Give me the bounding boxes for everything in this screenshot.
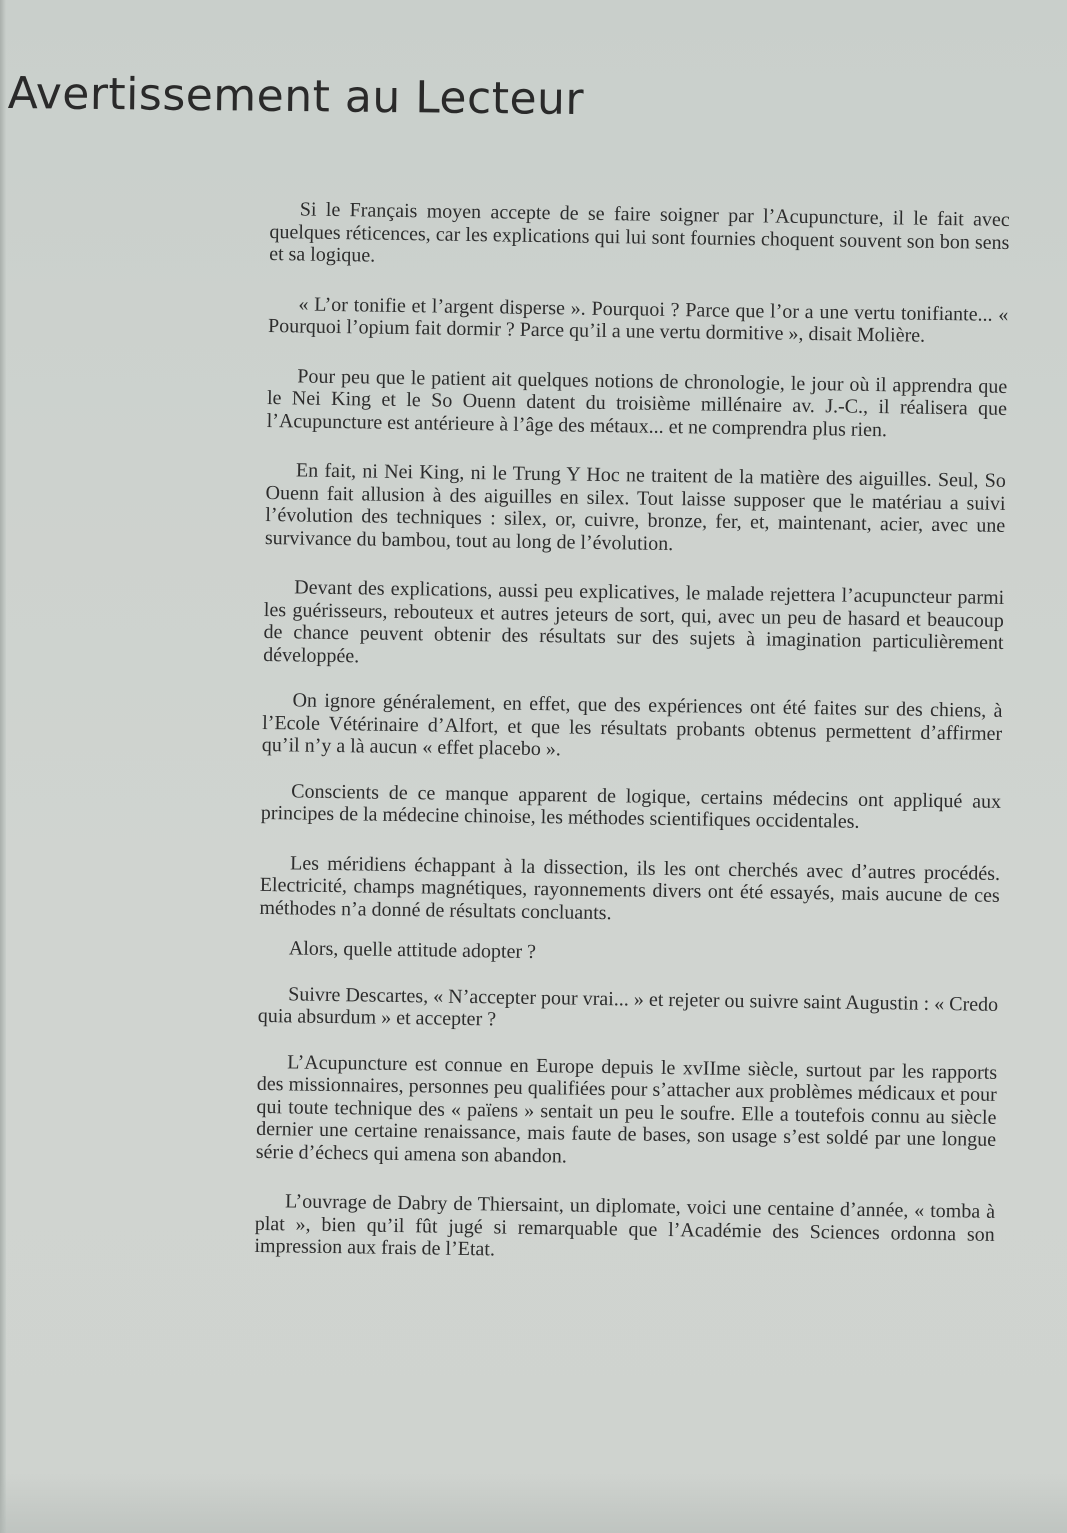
- paragraph-6: On ignore généralement, en effet, que des expériences ont été faites sur des chiens, à l’Ecole Vétérinaire d’Alfort, et que les résultats probants obtenus permettent d’affirmer qu’il n’y a là aucun « effet placebo ».: [261, 689, 1003, 761]
- paragraph-4: En fait, ni Nei King, ni le Trung Y Hoc ne traitent de la matière des aiguilles. Seul, So Ouenn fait allusion à des aiguilles en silex. Tout laisse supposer que le matériau a suivi l’évolution des techniques : silex, or, cuivre, bronze, fer, et, maintenant, acier, avec une survivance du bambou, tout au long de l’évolution.: [264, 459, 1007, 555]
- paragraph-3: Pour peu que le patient ait quelques notions de chronologie, le jour où il apprendra que le Nei King et le So Ouenn datent du troisième millénaire av. J.-C., il réalisera que l’Acupuncture est antérieure à l’âge des métaux... et ne comprendra plus rien.: [266, 364, 1008, 441]
- paragraph-2: « L’or tonifie et l’argent disperse ». Pourquoi ? Parce que l’or a une vertu tonifiante... « Pourquoi l’opium fait dormir ? Parce qu’il a une vertu dormitive », disait Molière.: [267, 292, 1009, 347]
- page-shadow: [0, 1473, 1067, 1533]
- body-text: [254, 198, 1010, 1268]
- paragraph-10: Suivre Descartes, « N’accepter pour vrai... » et rejeter ou suivre saint Augustin : « Credo quia absurdum » et accepter ?: [257, 982, 999, 1031]
- paragraph-8: Les méridiens échappant à la dissection, ils les ont cherchés avec d’autres procédés. Electricité, champs magnétiques, rayonnements divers ont été essayés, mais aucune de ces méthodes n’a donné de résultats concluants.: [259, 851, 1001, 924]
- paragraph-1: Si le Français moyen accepte de se faire soigner par l’Acupuncture, il le fait avec quelques réticences, car les explications qui lui sont fournies choquent souvent son bon sens et sa logique.: [269, 198, 1010, 267]
- paragraph-11: L’Acupuncture est connue en Europe depuis le xvIIme siècle, surtout par les rapports des missionnaires, personnes peu qualifiées pour s’attacher aux problèmes médicaux et pour qui toute technique des « païens » sentait un peu le soufre. Elle a toutefois connu au siècle dernier une certaine renaissance, mais faute de bases, son usage s’est soldé par une longue série d’échecs qui amena son abandon.: [255, 1050, 998, 1168]
- paragraph-7: Conscients de ce manque apparent de logique, certains médecins ont appliqué aux principes de la médecine chinoise, les méthodes scientifiques occidentales.: [260, 779, 1002, 833]
- page-title: Avertissement au Lecteur: [7, 68, 585, 126]
- paragraph-12: L’ouvrage de Dabry de Thiersaint, un diplomate, voici une centaine d’année, « tomba à plat », bien qu’il fût jugé si remarquable que l’Académie des Sciences ordonna son impression aux frais de l’Etat.: [254, 1190, 996, 1261]
- page-edge: [0, 0, 6, 1533]
- paragraph-5: Devant des explications, aussi peu explicatives, le malade rejettera l’acupuncteur parmi les guérisseurs, rebouteux et autres jeteurs de sort, qui, avec un peu de hasard et beaucoup de chance peuvent obtenir des résultats sur des sujets à imagination particulièrement développée.: [263, 576, 1005, 667]
- paragraph-9: Alors, quelle attitude adopter ?: [288, 937, 537, 964]
